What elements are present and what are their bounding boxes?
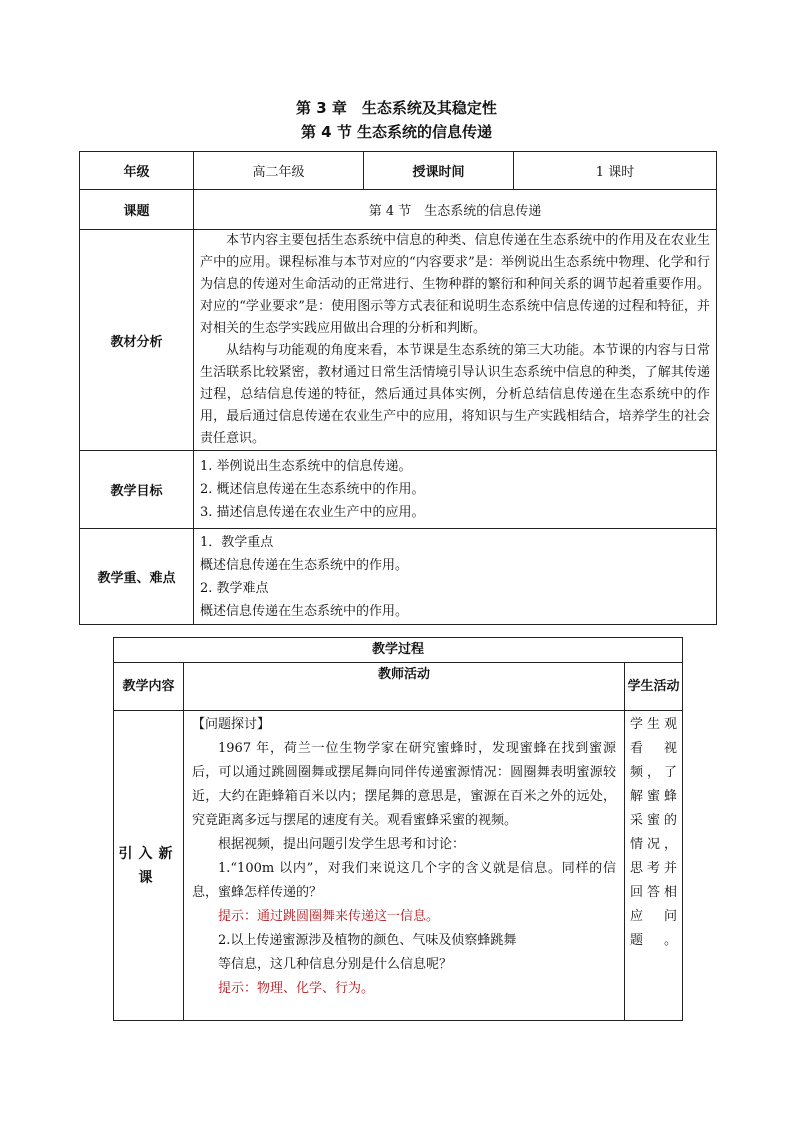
hint-line: 提示：通过跳圆圈舞来传递这一信息。 (218, 909, 440, 924)
teacher-line: 等信息，这几种信息分别是什么信息呢？ (218, 957, 453, 972)
keypoint-item: 2. 教学难点 (200, 580, 269, 596)
analysis-paragraph: 本节内容主要包括生态系统中信息的种类、信息传递在生态系统中的作用及在农业生产中的应用。课程标准与本节对应的“内容要求”是：举例说出生态系统中物理、化学和行为信息的传递对生命活动的正常进行、生物种群的繁衍和种间关系的调节起着重要作用。对应的“学业要求”是：使用图示等方式表征和说明生态系统中信息传递的过程和特征，并对相关的生态学实践应用做出合理的分析和判断。 (200, 233, 710, 336)
teaching-process-table (113, 637, 683, 1021)
analysis-label: 教材分析 (80, 230, 194, 451)
goals-row (80, 451, 717, 529)
teacher-line: 【问题探讨】 (192, 717, 271, 732)
keypoint-item: 概述信息传递在生态系统中的作用。 (200, 603, 409, 619)
teacher-line: 2.以上传递蜜源涉及植物的颜色、气味及侦察蜂跳舞 (218, 933, 517, 948)
lesson-info-table (79, 151, 717, 625)
grade-value: 高二年级 (194, 152, 364, 190)
goal-item: 3. 描述信息传递在农业生产中的应用。 (200, 505, 425, 520)
col-content-header: 教学内容 (114, 663, 184, 711)
keypoint-item: 概述信息传递在生态系统中的作用。 (200, 557, 409, 573)
analysis-paragraph: 从结构与功能观的角度来看，本节课是生态系统的第三大功能。本节课的内容与日常生活联系比较紧密，教材通过日常生活情境引导认识生态系统中信息的种类，了解其传递过程，总结信息传递的特征，然后通过具体实例，分析总结信息传递在生态系统中的作用，最后通过信息传递在农业生产中的应用，将知识与生产实践相结合，培养学生的社会责任意识。 (200, 343, 710, 446)
col-teacher-header: 教师活动 (184, 663, 625, 711)
keypoint-item: 1．教学重点 (200, 534, 274, 550)
topic-row (80, 190, 717, 230)
section-title: 第 4 节 生态系统的信息传递 (300, 123, 493, 141)
analysis-content (194, 230, 717, 451)
goals-label: 教学目标 (80, 451, 194, 529)
teacher-activity (184, 711, 625, 1021)
keypoints-label: 教学重、难点 (80, 529, 194, 625)
col-student-header: 学生活动 (625, 663, 683, 711)
keypoints-row (80, 529, 717, 625)
student-activity: 学生观看视频，了解蜜蜂采蜜的情况，思考并回答相应问题。 (625, 711, 683, 1021)
grade-label: 年级 (80, 152, 194, 190)
process-header-row (114, 663, 683, 711)
time-value: 1 课时 (514, 152, 717, 190)
process-title: 教学过程 (114, 638, 683, 663)
topic-label: 课题 (80, 190, 194, 230)
time-label: 授课时间 (364, 152, 514, 190)
process-row (114, 711, 683, 1021)
teacher-line: 1.“100m 以内”，对我们来说这几个字的含义就是信息。同样的信息，蜜蜂怎样传递的？ (192, 861, 616, 900)
chapter-title: 第 3 章 生态系统及其稳定性 (296, 99, 497, 117)
hint-line: 提示：物理、化学、行为。 (218, 981, 375, 996)
topic-value: 第 4 节 生态系统的信息传递 (194, 190, 717, 230)
keypoints-content (194, 529, 717, 625)
teacher-line: 根据视频，提出问题引发学生思考和讨论： (218, 837, 466, 852)
goals-content (194, 451, 717, 529)
teacher-line: 1967 年，荷兰一位生物学家在研究蜜蜂时，发现蜜蜂在找到蜜源后，可以通过跳圆圈舞或摆尾舞向同伴传递蜜源情况：圆圈舞表明蜜源较近，大约在距蜂箱百米以内；摆尾舞的意思是，蜜源在百米之外的远处，究竟距离多远与摆尾的速度有关。观看蜜蜂采蜜的视频。 (192, 741, 616, 828)
goal-item: 2. 概述信息传递在生态系统中的作用。 (200, 482, 425, 497)
goal-item: 1. 举例说出生态系统中的信息传递。 (200, 459, 412, 474)
process-title-row (114, 638, 683, 663)
row-topic: 引入新课 (114, 711, 184, 1021)
analysis-row (80, 230, 717, 451)
grade-row (80, 152, 717, 190)
